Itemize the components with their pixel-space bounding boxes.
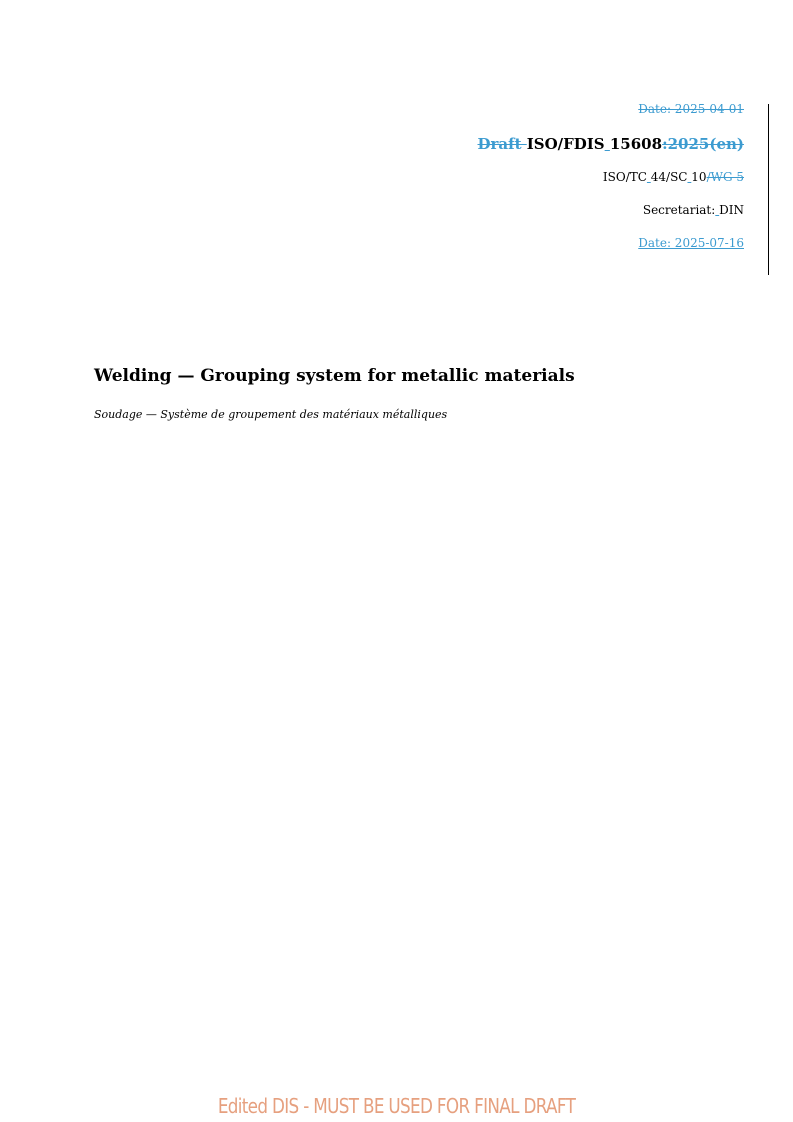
committee-deleted-wg: /WG 5 [706,170,744,184]
secretariat-value: DIN [719,203,744,217]
committee-part-3: 10 [691,170,707,184]
doc-number-part-1: ISO/FDIS [526,135,605,153]
date-old-text: Date: 2025-04-01 [638,102,744,116]
date-line-deleted [478,101,745,117]
date-line-inserted [478,235,745,251]
committee-reference [478,169,745,185]
committee-part-1: ISO/TC [602,170,647,184]
doc-deleted-suffix: :2025(en) [662,135,744,153]
secretariat-line [478,202,745,218]
document-title: Welding — Grouping system for metallic materials [94,366,575,386]
watermark-text: Edited DIS - MUST BE USED FOR FINAL DRAFT [217,1094,576,1118]
secretariat-label: Secretariat: [642,203,716,217]
doc-deleted-prefix: Draft [477,135,527,153]
document-subtitle-french: Soudage — Système de groupement des matériaux métalliques [94,408,448,421]
document-header [478,101,745,251]
revision-change-bar [768,104,769,275]
date-new-text: Date: 2025-07-16 [638,236,744,250]
doc-number-part-2: 15608 [609,135,663,153]
committee-part-2: 44/SC [650,170,688,184]
document-number [478,134,745,154]
